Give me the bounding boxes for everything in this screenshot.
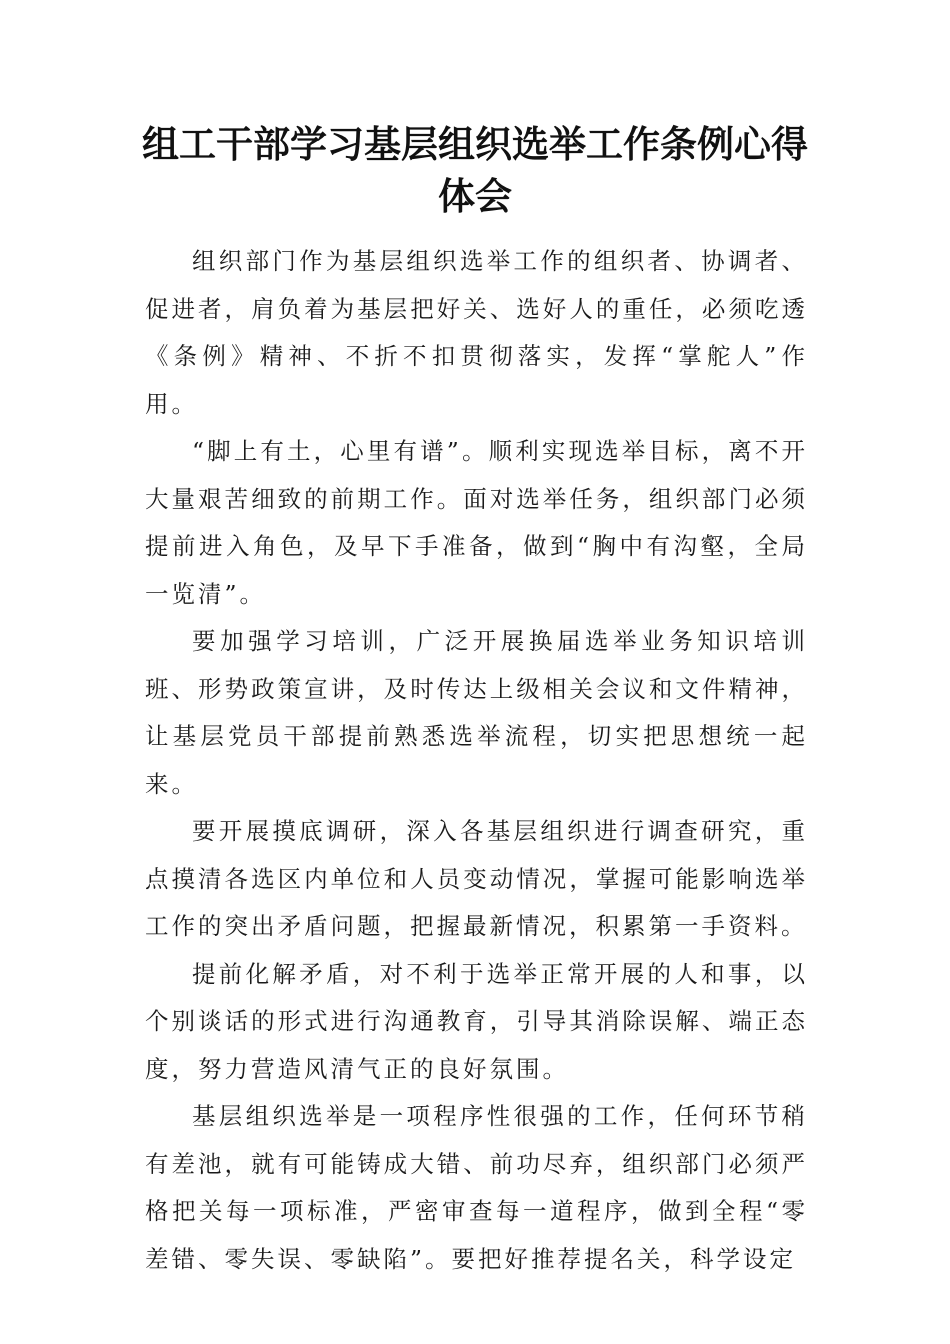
document-body — [145, 238, 808, 1283]
document-title — [0, 118, 950, 222]
paragraph-4: 要开展摸底调研，深入各基层组织进行调查研究，重点摸清各选区内单位和人员变动情况，掌握可能影响选举工作的突出矛盾问题，把握最新情况，积累第一手资料。 — [145, 817, 808, 940]
paragraph-3: 要加强学习培训，广泛开展换届选举业务知识培训班、形势政策宣讲，及时传达上级相关会议和文件精神，让基层党员干部提前熟悉选举流程，切实把思想统一起来。 — [145, 627, 808, 798]
paragraph-1: 组织部门作为基层组织选举工作的组织者、协调者、促进者，肩负着为基层把好关、选好人的重任，必须吃透《条例》精神、不折不扣贯彻落实，发挥“掌舵人”作用。 — [145, 247, 808, 418]
paragraph-5: 提前化解矛盾，对不利于选举正常开展的人和事，以个别谈话的形式进行沟通教育，引导其消除误解、端正态度，努力营造风清气正的良好氛围。 — [145, 959, 808, 1083]
title-line-1: 组工干部学习基层组织选举工作条例心得 — [142, 122, 808, 166]
paragraph-6: 基层组织选举是一项程序性很强的工作，任何环节稍有差池，就有可能铸成大错、前功尽弃，组织部门必须严格把关每一项标准，严密审查每一道程序，做到全程“零差错、零失误、零缺陷”。要把好推荐提名关，科学设定 — [145, 1102, 808, 1273]
title-line-2: 体会 — [438, 174, 512, 218]
paragraph-2: “脚上有土，心里有谱”。顺利实现选举目标，离不开大量艰苦细致的前期工作。面对选举任务，组织部门必须提前进入角色，及早下手准备，做到“胸中有沟壑，全局一览清”。 — [145, 437, 808, 608]
